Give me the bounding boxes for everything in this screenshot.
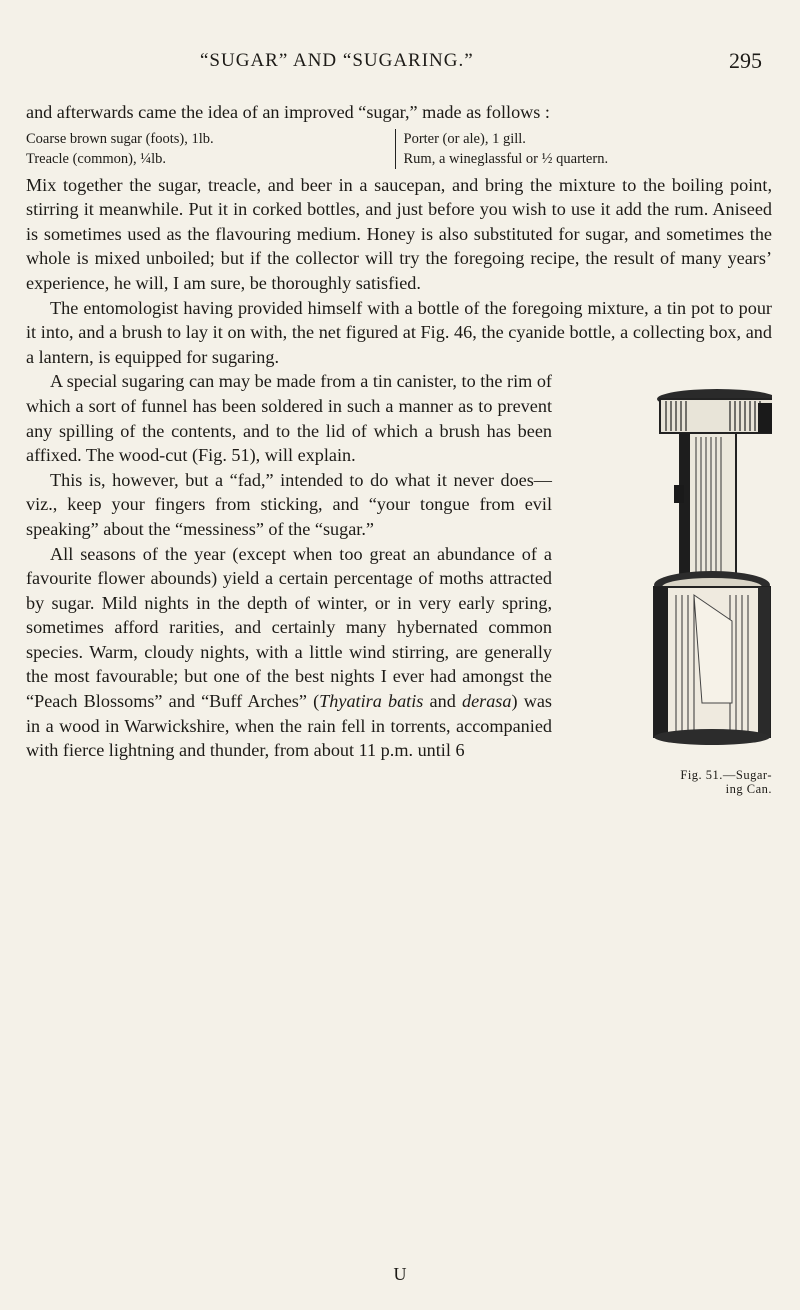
figure-caption [562, 768, 772, 796]
sugaring-can-illustration [562, 373, 772, 763]
body-text [26, 100, 772, 860]
recipe-item: Rum, a wineglassful or ½ quartern. [403, 150, 609, 167]
recipe-right-column [395, 129, 773, 169]
recipe-item: Treacle (common), ¼lb. [26, 150, 167, 167]
recipe-left-column [26, 129, 395, 169]
caption-line: Fig. 51.—Sugar- [680, 768, 772, 783]
figure-sugaring-can [562, 373, 772, 858]
species-name: derasa [461, 691, 512, 712]
recipe-table [26, 129, 772, 169]
page-number: 295 [729, 48, 762, 73]
seasons-text: All seasons of the year (except when too great an abundance of a favourite flower abounds) yield a certain percentage of moths attracted by sugar. Mild nights in the depth of winter, or in very early spring, sometimes afford rarities, and certainly many hybernated common species. Warm, cloudy nights, with a little wind stirring, are generally the most favourable; but one of the best nights I ever had amongst the “Peach Blossoms” and “Buff Arches” ( [26, 543, 552, 712]
recipe-item: Porter (or ale), 1 gill. [403, 130, 526, 147]
intro-paragraph: and afterwards came the idea of an improved “sugar,” made as follows : [26, 102, 550, 122]
recipe-item: Coarse brown sugar (foots), 1lb. [26, 130, 214, 147]
species-name: Thyatira batis [319, 691, 424, 712]
paragraph-fad: This is, however, but a “fad,” intended to do what it never does—viz., keep your fingers from sticking, and “your tongue from evil speaking” about the “messiness” of the “sugar.” [26, 469, 552, 539]
caption-line: ing Can. [725, 782, 772, 797]
paragraph-entomologist: The entomologist having provided himself with a bottle of the foregoing mixture, a tin pot to pour it into, and a brush to lay it on with, the net figured at Fig. 46, the cyanide bottle, a collecting box, and a lantern, is equipped for sugaring. [26, 297, 772, 367]
running-head: “SUGAR” AND “SUGARING.” [200, 50, 474, 71]
page-header [0, 50, 800, 84]
signature-mark: U [393, 1264, 407, 1284]
paragraph-special-can: A special sugaring can may be made from a tin canister, to the rim of which a sort of funnel has been soldered in such a manner as to prevent any spilling of the contents, and to the lid of which a brush has been affixed. The wood-cut (Fig. 51), will explain. [26, 371, 552, 466]
paragraph-mix: Mix together the sugar, treacle, and beer in a saucepan, and bring the mixture to the boiling point, stirring it meanwhile. Put it in corked bottles, and just before you wish to use it add the rum. Aniseed is sometimes used as the flavouring medium. Honey is also substituted for sugar, and sometimes the whole is mixed unboiled; but if the collector will try the foregoing recipe, the result of many years’ experience, he will, I am sure, be thoroughly satisfied. [26, 174, 772, 293]
seasons-text: and [423, 691, 462, 712]
seasons-text: ) was in a wood in Warwickshire, when the rain fell in torrents, accompanied with fierce lightning and thunder, from about 11 p.m. until 6 [26, 691, 552, 761]
